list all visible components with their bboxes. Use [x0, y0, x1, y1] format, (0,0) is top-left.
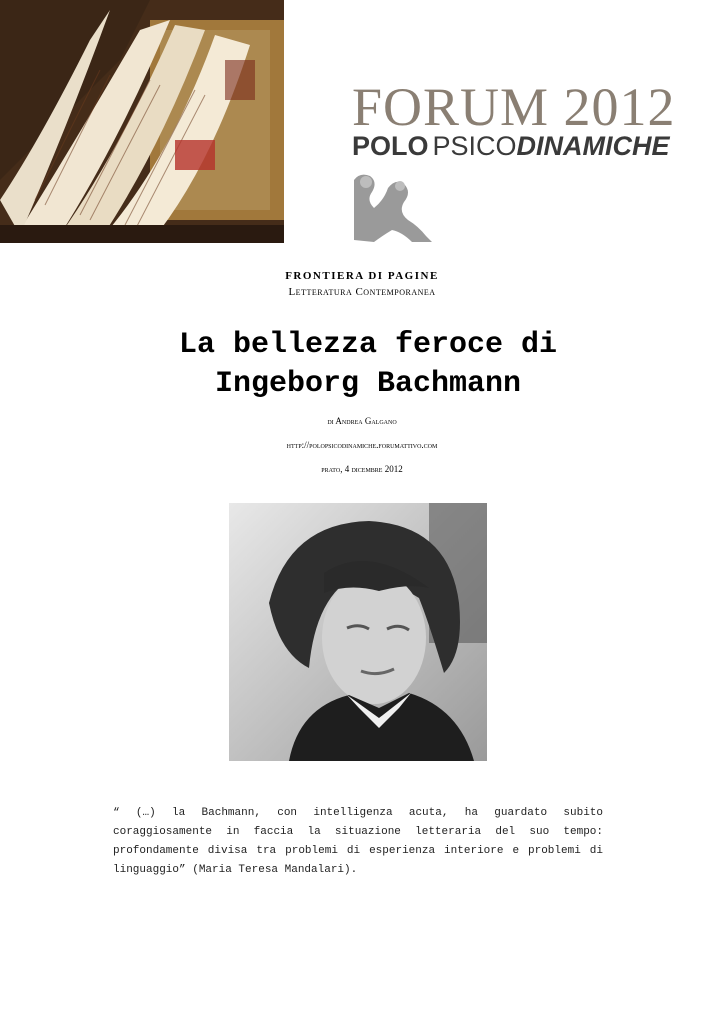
forum-subtitle-polo: POLO [352, 131, 429, 161]
forum-subtitle [352, 130, 670, 167]
figures-emblem-icon [352, 170, 436, 244]
section-category: Letteratura Contemporanea [288, 286, 436, 298]
portrait-photo [229, 503, 487, 761]
source-url: http://polopsicodinamiche.forumattivo.com [286, 440, 438, 450]
quote-paragraph: “ (…) la Bachmann, con intelligenza acuta, ha guardato subito coraggiosamente in faccia la situazione letteraria del suo tempo: profondamente divisa tra problemi di esperienza interiore e problemi di linguaggio” (Maria Teresa Mandalari). [113, 807, 603, 876]
article-title-line1: La bellezza feroce di [178, 328, 558, 362]
forum-subtitle-dinamiche: DINAMICHE [516, 131, 670, 161]
open-book-image [0, 0, 284, 243]
section-kicker: FRONTIERA DI PAGINE [285, 270, 439, 282]
article-title-line2: Ingeborg Bachmann [214, 367, 522, 401]
forum-logo [352, 77, 712, 250]
forum-title: FORUM 2012 [352, 77, 676, 137]
book-illustration [0, 0, 284, 243]
dateline: prato, 4 dicembre 2012 [321, 464, 403, 474]
article-title [110, 326, 626, 404]
author-portrait [229, 503, 487, 761]
byline: di Andrea Galgano [327, 416, 397, 426]
forum-subtitle-psico: PSICO [432, 131, 517, 161]
